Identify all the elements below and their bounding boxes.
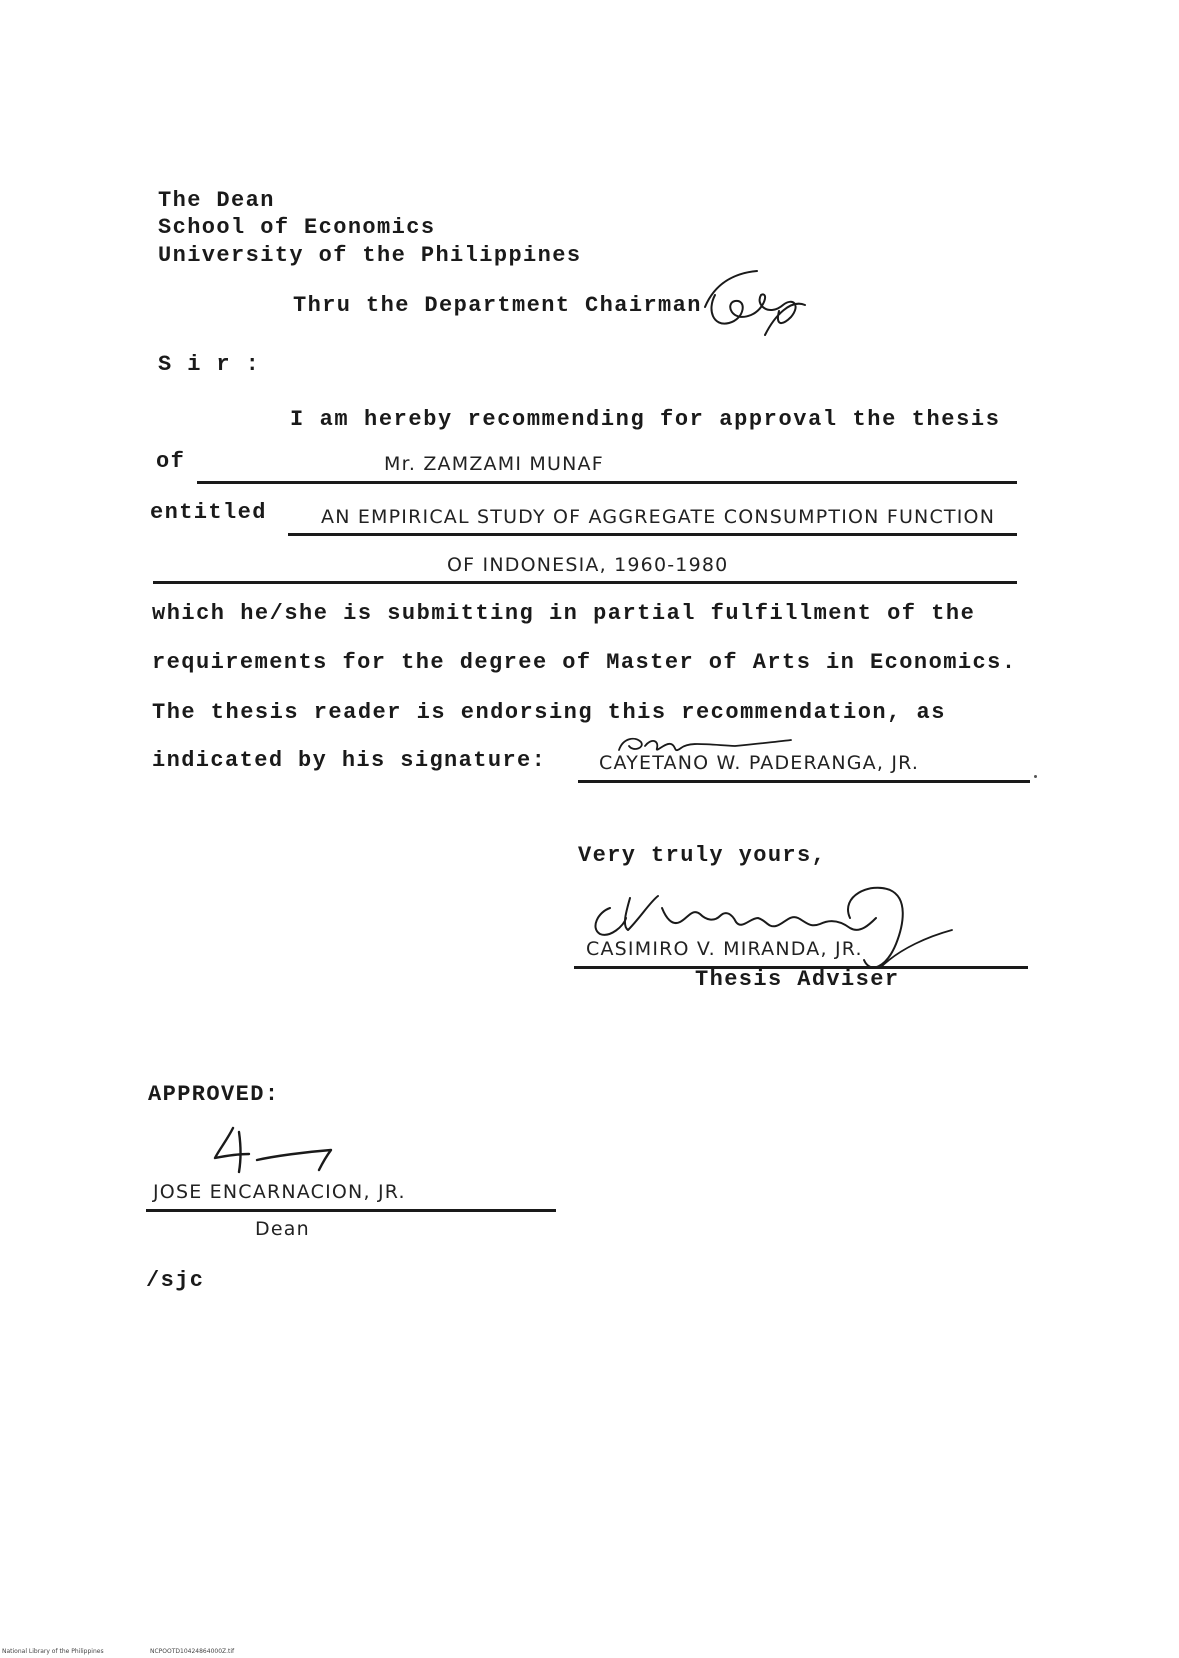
student-name: Mr. ZAMZAMI MUNAF	[384, 453, 604, 475]
intro-text: I am hereby recommending for approval the thesis	[290, 407, 1001, 432]
of-label: of	[156, 449, 186, 474]
body-line4: requirements for the degree of Master of Arts in Economics.	[152, 650, 1017, 675]
adviser-signature	[580, 878, 960, 978]
dean-signature-underline	[146, 1209, 556, 1212]
footer-library: National Library of the Philippines	[2, 1648, 104, 1655]
body-line6: indicated by his signature:	[152, 748, 547, 773]
recipient-title: The Dean	[158, 188, 275, 213]
thesis-title-line2: OF INDONESIA, 1960-1980	[447, 554, 729, 576]
thesis-title-line1: AN EMPIRICAL STUDY OF AGGREGATE CONSUMPTION FUNCTION	[321, 506, 996, 528]
reader-name: CAYETANO W. PADERANGA, JR.	[599, 752, 920, 774]
body-line5: The thesis reader is endorsing this recommendation, as	[152, 700, 946, 725]
entitled-label: entitled	[150, 500, 267, 525]
thesis-title-underline1	[288, 533, 1017, 536]
typist-initials: /sjc	[146, 1268, 205, 1293]
thesis-title-underline2	[153, 581, 1017, 584]
adviser-title: Thesis Adviser	[695, 967, 900, 992]
adviser-name: CASIMIRO V. MIRANDA, JR.	[586, 938, 863, 960]
salutation: S i r :	[158, 352, 261, 377]
recipient-school: School of Economics	[158, 215, 436, 240]
footer-code: NCPOOTD10424864000Z.tif	[150, 1648, 235, 1655]
body-line3: which he/she is submitting in partial fulfillment of the	[152, 601, 976, 626]
chairman-initials-signature	[695, 265, 815, 345]
approved-label: APPROVED:	[148, 1082, 280, 1107]
dean-signature	[205, 1120, 355, 1180]
closing-text: Very truly yours,	[578, 843, 827, 868]
recipient-university: University of the Philippines	[158, 243, 582, 268]
reader-signature-underline	[578, 780, 1030, 783]
dean-title: Dean	[255, 1218, 310, 1240]
period-mark	[1034, 775, 1037, 778]
dean-name: JOSE ENCARNACION, JR.	[153, 1181, 406, 1203]
thru-line: Thru the Department Chairman	[293, 293, 702, 318]
student-name-underline	[197, 481, 1017, 484]
